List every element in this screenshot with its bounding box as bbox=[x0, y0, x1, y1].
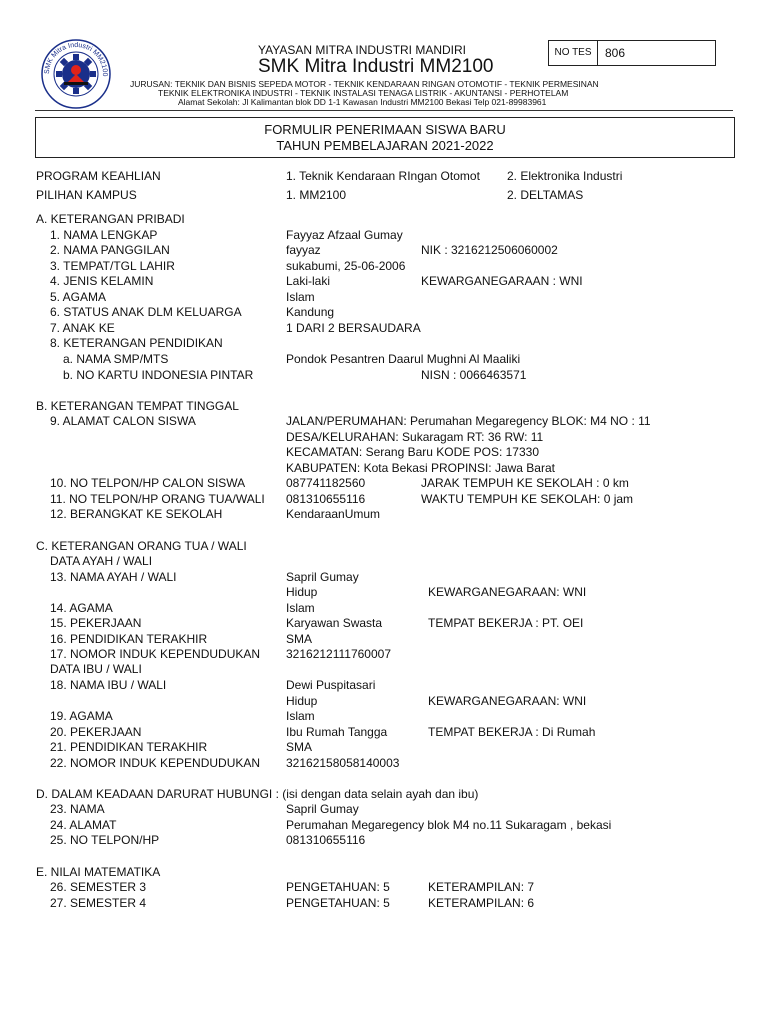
school-address: Alamat Sekolah: Jl Kalimantan blok DD 1-1 Kawasan Industri MM2100 Bekasi Telp 021-89983961 bbox=[178, 97, 547, 107]
field-value: TEMPAT BEKERJA : PT. OEI bbox=[428, 616, 584, 630]
school-name: SMK Mitra Industri MM2100 bbox=[258, 56, 494, 77]
test-number-box bbox=[548, 40, 716, 66]
field-label: 21. PENDIDIKAN TERAKHIR bbox=[50, 740, 208, 754]
field-value: Dewi Puspitasari bbox=[286, 678, 376, 692]
field-value: Islam bbox=[286, 601, 315, 615]
field-value: 32162158058140003 bbox=[286, 756, 400, 770]
field-value: Ibu Rumah Tangga bbox=[286, 725, 388, 739]
field-value: 3216212111760007 bbox=[286, 647, 391, 661]
test-number-value: 806 bbox=[605, 46, 626, 60]
field-value: KendaraanUmum bbox=[286, 507, 381, 521]
field-value: Hidup bbox=[286, 694, 318, 708]
field-label: 22. NOMOR INDUK KEPENDUDUKAN bbox=[50, 756, 261, 770]
field-label: 23. NAMA bbox=[50, 802, 105, 816]
field-value: NISN : 0066463571 bbox=[421, 368, 527, 382]
field-value: 087741182560 bbox=[286, 476, 366, 490]
field-label: 5. AGAMA bbox=[50, 290, 107, 304]
field-value: Perumahan Megaregency blok M4 no.11 Sukaragam , bekasi bbox=[286, 818, 612, 832]
logo-ring-text: SMK Mitra Industri MM2100 bbox=[43, 41, 109, 77]
field-label: 17. NOMOR INDUK KEPENDUDUKAN bbox=[50, 647, 261, 661]
field-value: Kandung bbox=[286, 305, 335, 319]
field-label: 27. SEMESTER 4 bbox=[50, 896, 147, 910]
field-label: 6. STATUS ANAK DLM KELUARGA bbox=[50, 305, 242, 319]
field-label: 19. AGAMA bbox=[50, 709, 113, 723]
field-label: 7. ANAK KE bbox=[50, 321, 115, 335]
section-b-title: B. KETERANGAN TEMPAT TINGGAL bbox=[36, 399, 239, 413]
program-choice-2: 2. Elektronika Industri bbox=[507, 169, 623, 183]
departments-line-1: JURUSAN: TEKNIK DAN BISNIS SEPEDA MOTOR - TEKNIK KENDARAAN RINGAN OTOMOTIF - TEKNIK PERMESINAN bbox=[130, 79, 599, 89]
field-value: Sapril Gumay bbox=[286, 802, 359, 816]
field-value: Pondok Pesantren Daarul Mughni Al Maaliki bbox=[286, 352, 521, 366]
field-value: Hidup bbox=[286, 585, 318, 599]
subsection-title: DATA AYAH / WALI bbox=[50, 554, 153, 568]
field-value: SMA bbox=[286, 740, 313, 754]
field-label: 9. ALAMAT CALON SISWA bbox=[50, 414, 196, 428]
field-label: a. NAMA SMP/MTS bbox=[63, 352, 169, 366]
program-label: PROGRAM KEAHLIAN bbox=[36, 169, 161, 183]
field-label: 11. NO TELPON/HP ORANG TUA/WALI bbox=[50, 492, 265, 506]
field-value: Islam bbox=[286, 709, 315, 723]
campus-choice-1: 1. MM2100 bbox=[286, 188, 347, 202]
field-value: PENGETAHUAN: 5 bbox=[286, 896, 390, 910]
field-value: JALAN/PERUMAHAN: Perumahan Megaregency BLOK: M4 NO : 11 bbox=[286, 414, 651, 428]
field-value: fayyaz bbox=[286, 243, 321, 257]
field-label: 13. NAMA AYAH / WALI bbox=[50, 570, 177, 584]
field-label: 16. PENDIDIKAN TERAKHIR bbox=[50, 632, 208, 646]
field-value: TEMPAT BEKERJA : Di Rumah bbox=[428, 725, 596, 739]
campus-label: PILIHAN KAMPUS bbox=[36, 188, 137, 202]
field-label: 18. NAMA IBU / WALI bbox=[50, 678, 167, 692]
field-label: 25. NO TELPON/HP bbox=[50, 833, 160, 847]
form-title-box bbox=[35, 117, 735, 158]
field-value: JARAK TEMPUH KE SEKOLAH : 0 km bbox=[421, 476, 629, 490]
field-value: KETERAMPILAN: 6 bbox=[428, 896, 535, 910]
field-label: 20. PEKERJAAN bbox=[50, 725, 142, 739]
section-e-title: E. NILAI MATEMATIKA bbox=[36, 865, 161, 879]
field-label: 10. NO TELPON/HP CALON SISWA bbox=[50, 476, 246, 490]
form-title: FORMULIR PENERIMAAN SISWA BARU bbox=[264, 122, 506, 137]
field-value: Islam bbox=[286, 290, 315, 304]
field-label: 15. PEKERJAAN bbox=[50, 616, 142, 630]
field-value: SMA bbox=[286, 632, 313, 646]
section-c-title: C. KETERANGAN ORANG TUA / WALI bbox=[36, 539, 247, 553]
header-divider bbox=[35, 110, 733, 111]
field-value: KABUPATEN: Kota Bekasi PROPINSI: Jawa Barat bbox=[286, 461, 555, 475]
field-value: KETERAMPILAN: 7 bbox=[428, 880, 535, 894]
field-value: KECAMATAN: Serang Baru KODE POS: 17330 bbox=[286, 445, 539, 459]
field-value: Karyawan Swasta bbox=[286, 616, 383, 630]
field-value: KEWARGANEGARAAN: WNI bbox=[428, 585, 587, 599]
field-label: 8. KETERANGAN PENDIDIKAN bbox=[50, 336, 223, 350]
field-value: DESA/KELURAHAN: Sukaragam RT: 36 RW: 11 bbox=[286, 430, 544, 444]
school-logo bbox=[40, 38, 112, 110]
field-value: 1 DARI 2 BERSAUDARA bbox=[286, 321, 421, 335]
subsection-title: DATA IBU / WALI bbox=[50, 662, 142, 676]
field-value: KEWARGANEGARAAN: WNI bbox=[428, 694, 587, 708]
field-label: 24. ALAMAT bbox=[50, 818, 117, 832]
field-label: 4. JENIS KELAMIN bbox=[50, 274, 154, 288]
field-value: 081310655116 bbox=[286, 833, 366, 847]
program-choice-1: 1. Teknik Kendaraan RIngan Otomot bbox=[286, 169, 480, 183]
foundation-name: YAYASAN MITRA INDUSTRI MANDIRI bbox=[258, 43, 467, 57]
field-value: WAKTU TEMPUH KE SEKOLAH: 0 jam bbox=[421, 492, 634, 506]
field-value: 081310655116 bbox=[286, 492, 366, 506]
field-value: sukabumi, 25-06-2006 bbox=[286, 259, 406, 273]
field-label: 2. NAMA PANGGILAN bbox=[50, 243, 170, 257]
field-label: 3. TEMPAT/TGL LAHIR bbox=[50, 259, 175, 273]
departments-line-2: TEKNIK ELEKTRONIKA INDUSTRI - TEKNIK INSTALASI TENAGA LISTRIK - AKUNTANSI - PERHOTELAM bbox=[158, 88, 569, 98]
field-value: Fayyaz Afzaal Gumay bbox=[286, 228, 403, 242]
field-label: b. NO KARTU INDONESIA PINTAR bbox=[63, 368, 254, 382]
campus-choice-2: 2. DELTAMAS bbox=[507, 188, 584, 202]
field-label: 12. BERANGKAT KE SEKOLAH bbox=[50, 507, 223, 521]
field-value: Sapril Gumay bbox=[286, 570, 359, 584]
field-value: PENGETAHUAN: 5 bbox=[286, 880, 390, 894]
field-label: 14. AGAMA bbox=[50, 601, 113, 615]
section-d-title: D. DALAM KEADAAN DARURAT HUBUNGI : (isi dengan data selain ayah dan ibu) bbox=[36, 787, 479, 801]
field-value: Laki-laki bbox=[286, 274, 331, 288]
field-value: NIK : 3216212506060002 bbox=[421, 243, 558, 257]
section-a-title: A. KETERANGAN PRIBADI bbox=[36, 212, 185, 226]
field-value: KEWARGANEGARAAN : WNI bbox=[421, 274, 583, 288]
field-label: 26. SEMESTER 3 bbox=[50, 880, 147, 894]
test-number-label: NO TES bbox=[549, 41, 598, 65]
field-label: 1. NAMA LENGKAP bbox=[50, 228, 158, 242]
form-academic-year: TAHUN PEMBELAJARAN 2021-2022 bbox=[276, 138, 494, 153]
